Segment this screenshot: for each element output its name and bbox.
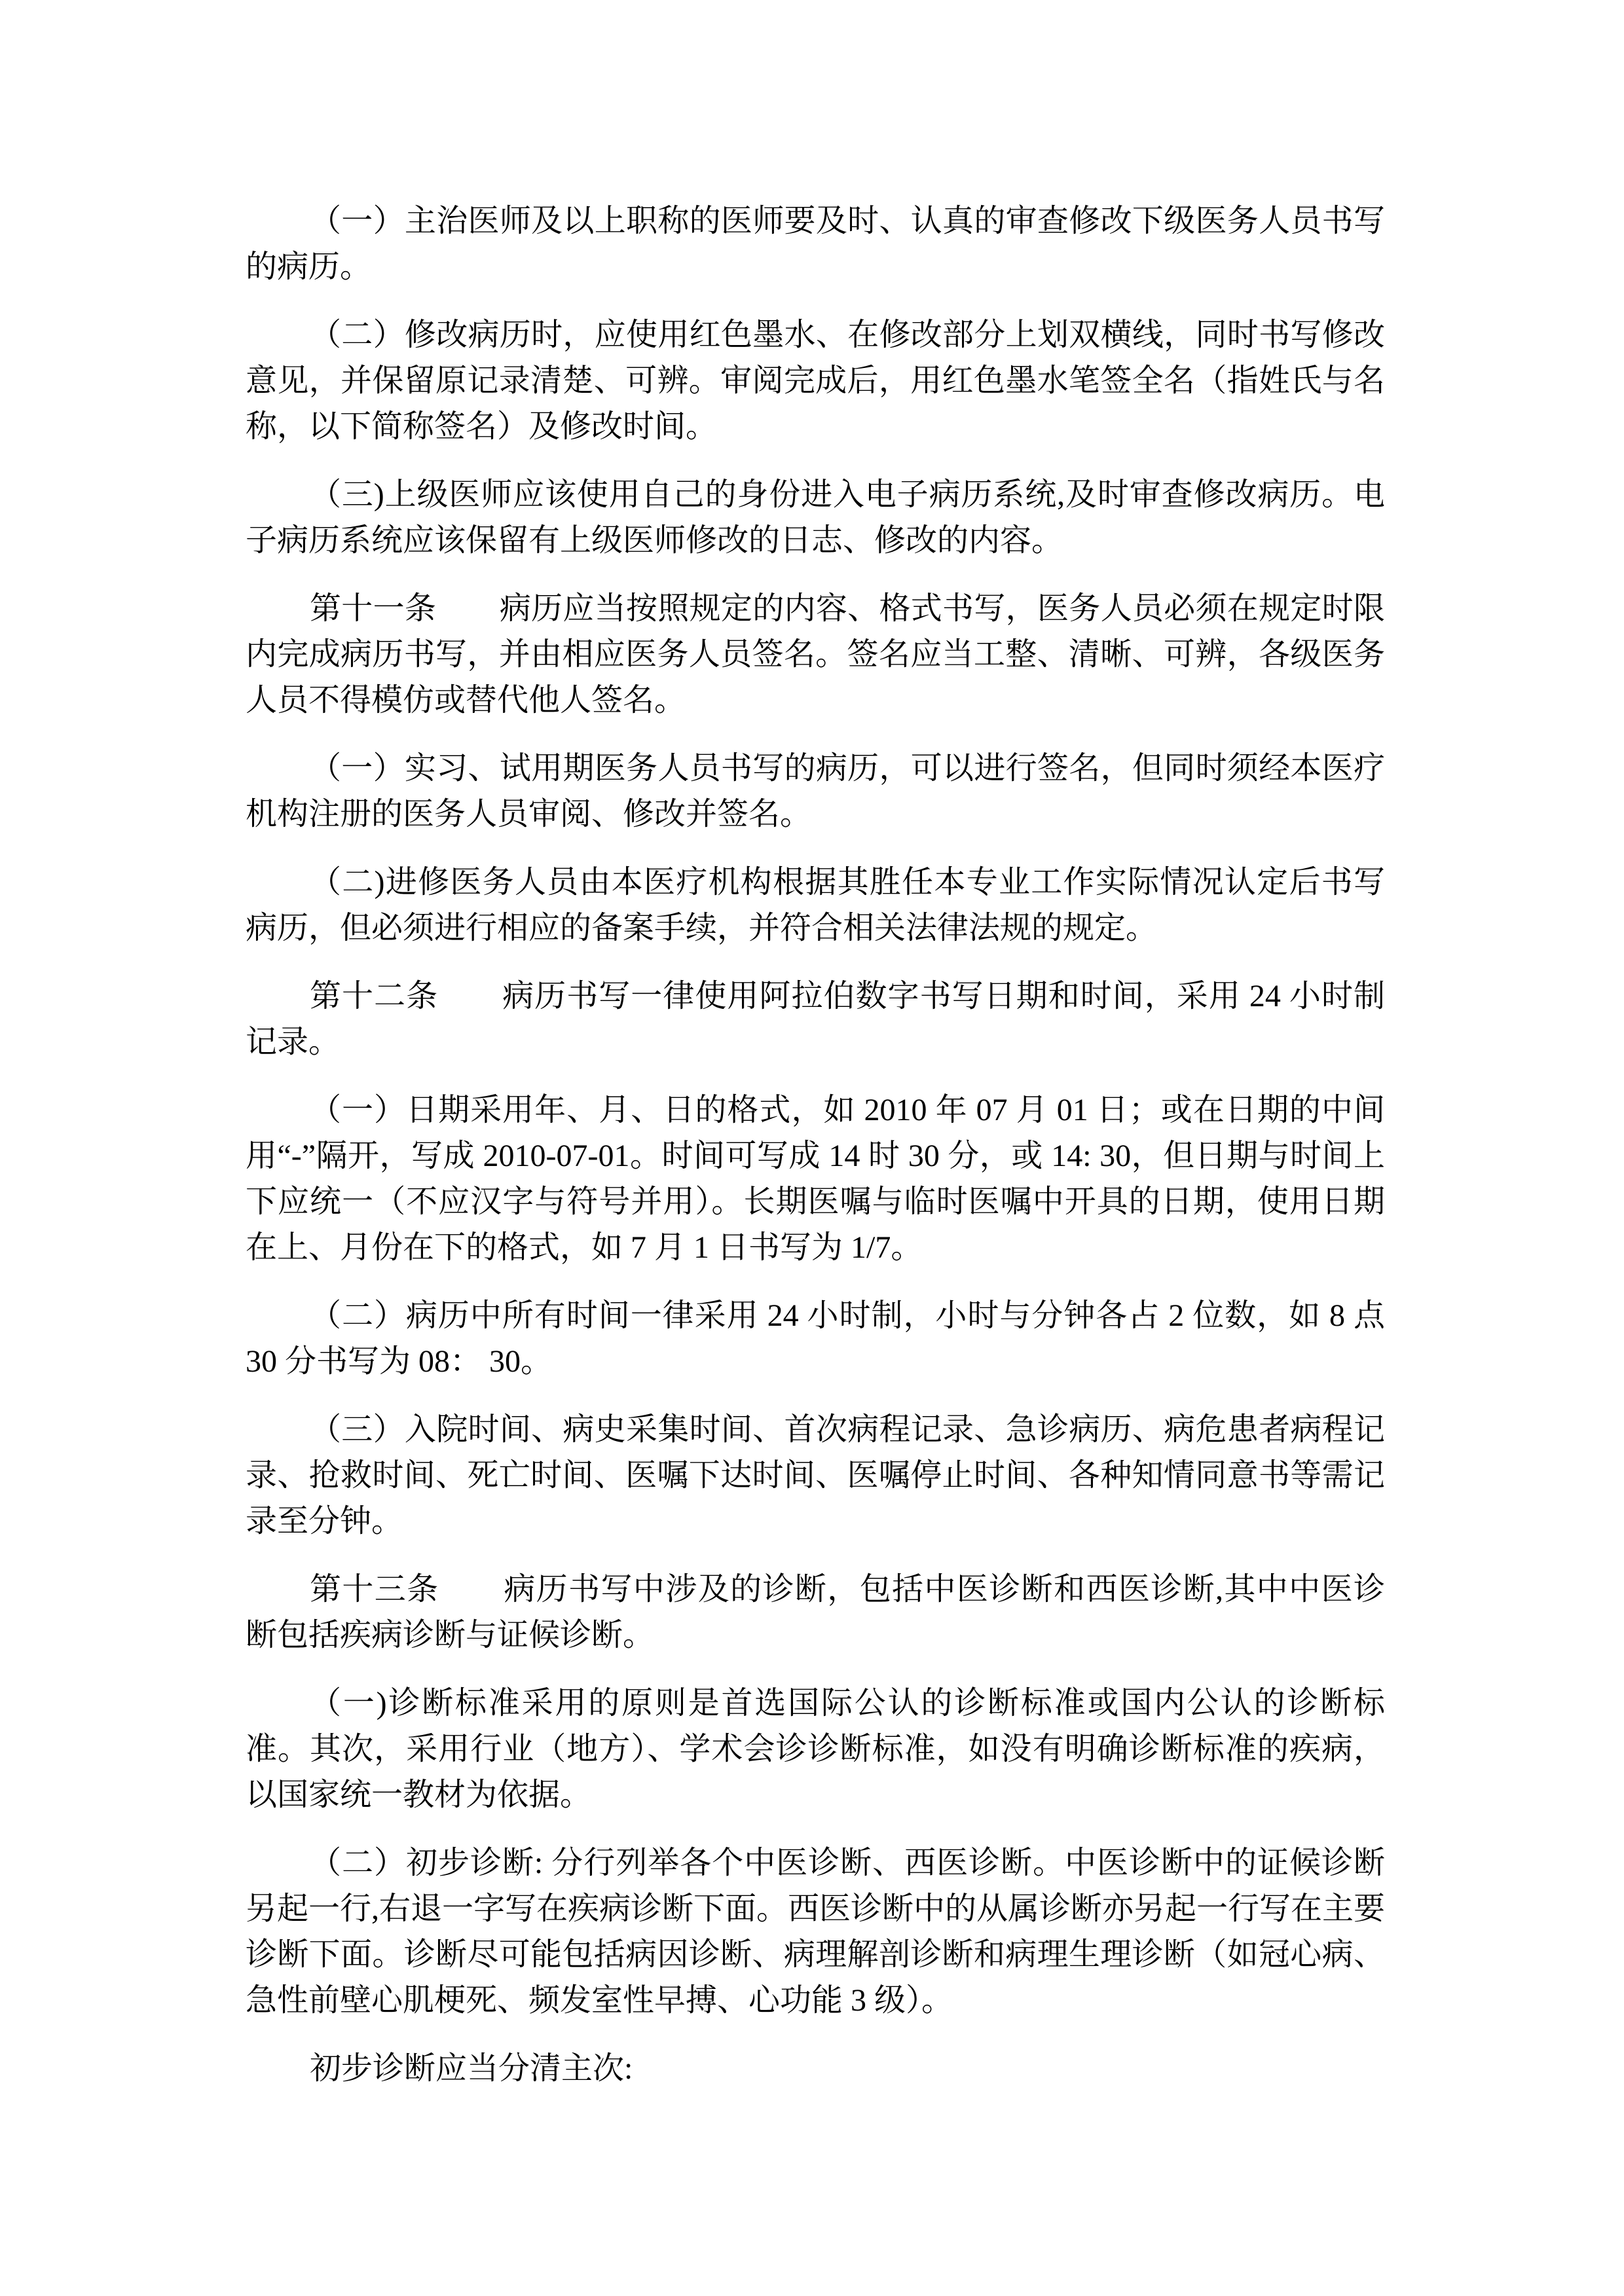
document-paragraph-article-11: 第十一条 病历应当按照规定的内容、格式书写，医务人员必须在规定时限内完成病历书写，并由相应医务人员签名。签名应当工整、清晰、可辨，各级医务人员不得模仿或替代他人签名。 xyxy=(246,591,1385,718)
document-paragraph: （一）主治医师及以上职称的医师要及时、认真的审查修改下级医务人员书写的病历。 xyxy=(246,204,1385,284)
document-text-block xyxy=(246,198,1385,2092)
document-paragraph: 初步诊断应当分清主次: xyxy=(310,2051,633,2086)
document-paragraph: （二）病历中所有时间一律采用 24 小时制，小时与分钟各占 2 位数，如 8 点 30 分书写为 08： 30。 xyxy=(246,1298,1385,1379)
document-paragraph: （一）实习、试用期医务人员书写的病历，可以进行签名，但同时须经本医疗机构注册的医务人员审阅、修改并签名。 xyxy=(246,751,1385,831)
document-paragraph: （二)进修医务人员由本医疗机构根据其胜任本专业工作实际情况认定后书写病历，但必须进行相应的备案手续，并符合相关法律法规的规定。 xyxy=(246,865,1385,945)
document-paragraph-article-12: 第十二条 病历书写一律使用阿拉伯数字书写日期和时间，采用 24 小时制记录。 xyxy=(246,979,1385,1059)
document-paragraph: （三）入院时间、病史采集时间、首次病程记录、急诊病历、病危患者病程记录、抢救时间、死亡时间、医嘱下达时间、医嘱停止时间、各种知情同意书等需记录至分钟。 xyxy=(246,1412,1385,1539)
document-paragraph: （二）初步诊断: 分行列举各个中医诊断、西医诊断。中医诊断中的证候诊断另起一行,右退一字写在疾病诊断下面。西医诊断中的从属诊断亦另起一行写在主要诊断下面。诊断尽可能包括病因诊断、病理解剖诊断和病理生理诊断（如冠心病、急性前壁心肌梗死、频发室性早搏、心功能 3 级）。 xyxy=(246,1846,1386,2018)
document-paragraph: （一)诊断标准采用的原则是首选国际公认的诊断标准或国内公认的诊断标准。其次，采用行业（地方）、学术会诊诊断标准，如没有明确诊断标准的疾病，以国家统一教材为依据。 xyxy=(246,1686,1385,1812)
document-paragraph: （一）日期采用年、月、日的格式，如 2010 年 07 月 01 日；或在日期的中间用“-”隔开，写成 2010-07-01。时间可写成 14 时 30 分，或 14: 30，但日期与时间上下应统一（不应汉字与符号并用）。长期医嘱与临时医嘱中开具的日期，使用日期在上、月份在下的格式，如 7 月 1 日书写为 1/7。 xyxy=(246,1093,1385,1265)
document-paragraph: （三)上级医师应该使用自己的身份进入电子病历系统,及时审查修改病历。电子病历系统应该保留有上级医师修改的日志、修改的内容。 xyxy=(246,477,1385,558)
document-paragraph: （二）修改病历时，应使用红色墨水、在修改部分上划双横线，同时书写修改意见，并保留原记录清楚、可辨。审阅完成后，用红色墨水笔签全名（指姓氏与名称，以下简称签名）及修改时间。 xyxy=(246,318,1385,444)
document-paragraph-article-13: 第十三条 病历书写中涉及的诊断，包括中医诊断和西医诊断,其中中医诊断包括疾病诊断与证候诊断。 xyxy=(246,1572,1385,1652)
